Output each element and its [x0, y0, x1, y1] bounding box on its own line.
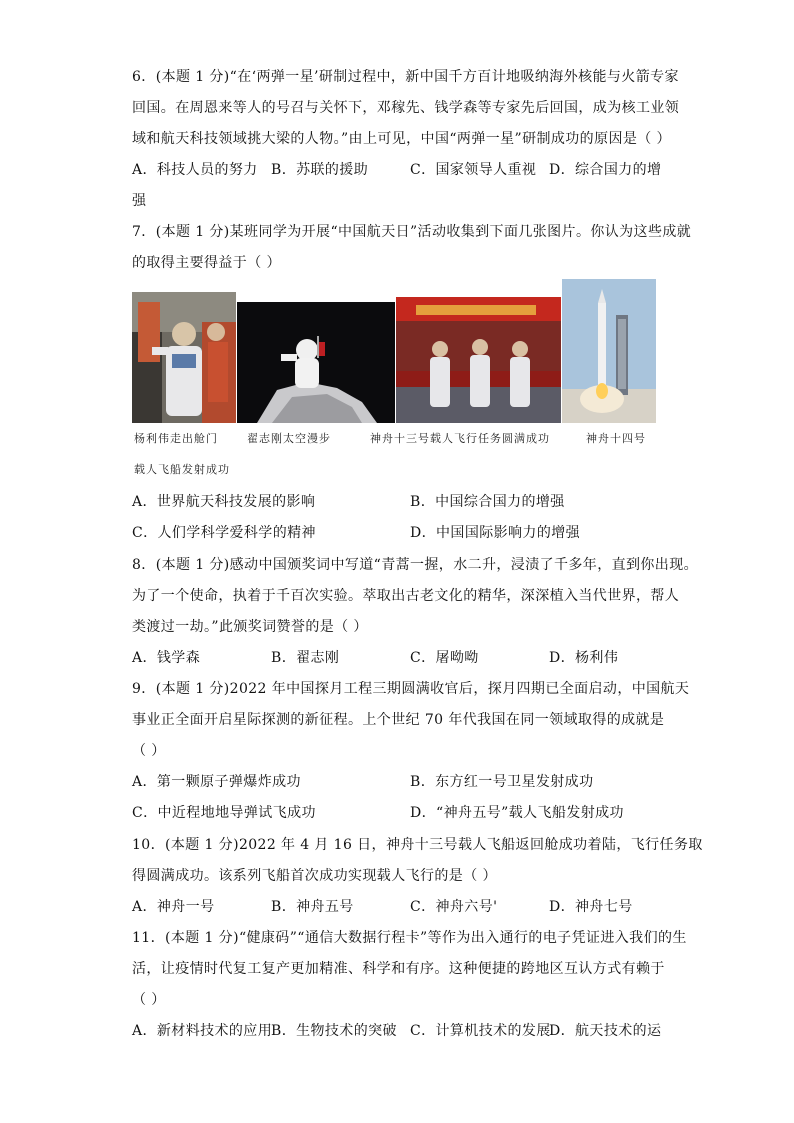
- q9-line-3: （ ）: [132, 743, 166, 759]
- shenzhou-14-launch-photo: [562, 279, 656, 423]
- q8-line-2: 为了一个使命，执着于千百次实验。萃取出古老文化的精华，深深植入当代世界，帮人: [132, 588, 680, 604]
- yang-liwei-photo: [132, 292, 236, 423]
- q11-option-d[interactable]: D．航天技术的运: [549, 1023, 662, 1039]
- q9-line-2: 事业正全面开启星际探测的新征程。上个世纪 70 年代我国在同一领域取得的成就是: [132, 712, 665, 728]
- q10-line-2: 得圆满成功。该系列飞船首次成功实现载人飞行的是（ ）: [132, 868, 497, 884]
- q11-option-c[interactable]: C．计算机技术的发展: [410, 1023, 551, 1039]
- caption-zhai-zhigang: 翟志刚太空漫步: [247, 432, 331, 445]
- q11-line-2: 活，让疫情时代复工复产更加精准、科学和有序。这种便捷的跨地区互认方式有赖于: [132, 961, 665, 977]
- caption-shenzhou-14-cont: 载人飞船发射成功: [134, 463, 230, 476]
- q11-option-a[interactable]: A．新材料技术的应用: [132, 1023, 273, 1039]
- q6-line-3: 域和航天科技领域挑大梁的人物。”由上可见，中国“两弹一星”研制成功的原因是（ ）: [132, 131, 671, 147]
- q11-line-1: 11．(本题 1 分)“健康码”“通信大数据行程卡”等作为出入通行的电子凭证进入我们的生: [132, 930, 687, 946]
- caption-shenzhou-13: 神舟十三号载人飞行任务圆满成功: [370, 432, 550, 445]
- q8-option-d[interactable]: D．杨利伟: [549, 650, 619, 666]
- q9-line-1: 9．(本题 1 分)2022 年中国探月工程三期圆满收官后，探月四期已全面启动，中国航天: [132, 681, 690, 697]
- q6-option-a[interactable]: A．科技人员的努力: [132, 162, 258, 178]
- q7-option-c[interactable]: C．人们学科学爱科学的精神: [132, 525, 316, 541]
- q7-line-2: 的取得主要得益于（ ）: [132, 255, 281, 271]
- q8-option-c[interactable]: C．屠呦呦: [410, 650, 479, 666]
- q8-line-3: 类渡过一劫。”此颁奖词赞誉的是（ ）: [132, 619, 368, 635]
- caption-shenzhou-14: 神舟十四号: [586, 432, 646, 445]
- q11-line-3: （ ）: [132, 992, 166, 1008]
- q9-option-b[interactable]: B．东方红一号卫星发射成功: [410, 774, 594, 790]
- q11-option-b[interactable]: B．生物技术的突破: [271, 1023, 397, 1039]
- q10-option-d[interactable]: D．神舟七号: [549, 899, 633, 915]
- q9-option-d[interactable]: D．“神舟五号”载人飞船发射成功: [410, 805, 624, 821]
- q9-option-a[interactable]: A．第一颗原子弹爆炸成功: [132, 774, 301, 790]
- q8-option-b[interactable]: B．翟志刚: [271, 650, 340, 666]
- q7-option-a[interactable]: A．世界航天科技发展的影响: [132, 494, 316, 510]
- q6-option-b[interactable]: B．苏联的援助: [271, 162, 369, 178]
- q8-line-1: 8．(本题 1 分)感动中国颁奖词中写道“青蒿一握，水二升，浸渍了千多年，直到你出现。: [132, 557, 698, 573]
- q7-line-1: 7．(本题 1 分)某班同学为开展“中国航天日”活动收集到下面几张图片。你认为这些成就: [132, 224, 692, 240]
- q10-option-c[interactable]: C．神舟六号': [410, 899, 498, 915]
- q7-option-d[interactable]: D．中国国际影响力的增强: [410, 525, 581, 541]
- q9-option-c[interactable]: C．中近程地地导弹试飞成功: [132, 805, 316, 821]
- zhai-zhigang-photo: [237, 302, 395, 423]
- q10-line-1: 10．(本题 1 分)2022 年 4 月 16 日，神舟十三号载人飞船返回舱成功着陆，飞行任务取: [132, 837, 703, 853]
- q6-option-d-wrap: 强: [132, 193, 147, 209]
- q10-option-a[interactable]: A．神舟一号: [132, 899, 215, 915]
- shenzhou-13-crew-photo: [396, 297, 561, 423]
- q6-line-2: 回国。在周恩来等人的号召与关怀下，邓稼先、钱学森等专家先后回国，成为核工业领: [132, 100, 680, 116]
- q6-option-d[interactable]: D．综合国力的增: [549, 162, 662, 178]
- q6-line-1: 6．(本题 1 分)“在‘两弹一星’研制过程中，新中国千方百计地吸纳海外核能与火箭专家: [132, 69, 679, 85]
- q6-option-c[interactable]: C．国家领导人重视: [410, 162, 537, 178]
- q10-option-b[interactable]: B．神舟五号: [271, 899, 354, 915]
- q7-option-b[interactable]: B．中国综合国力的增强: [410, 494, 565, 510]
- q8-option-a[interactable]: A．钱学森: [132, 650, 201, 666]
- caption-yang-liwei: 杨利伟走出舱门: [134, 432, 218, 445]
